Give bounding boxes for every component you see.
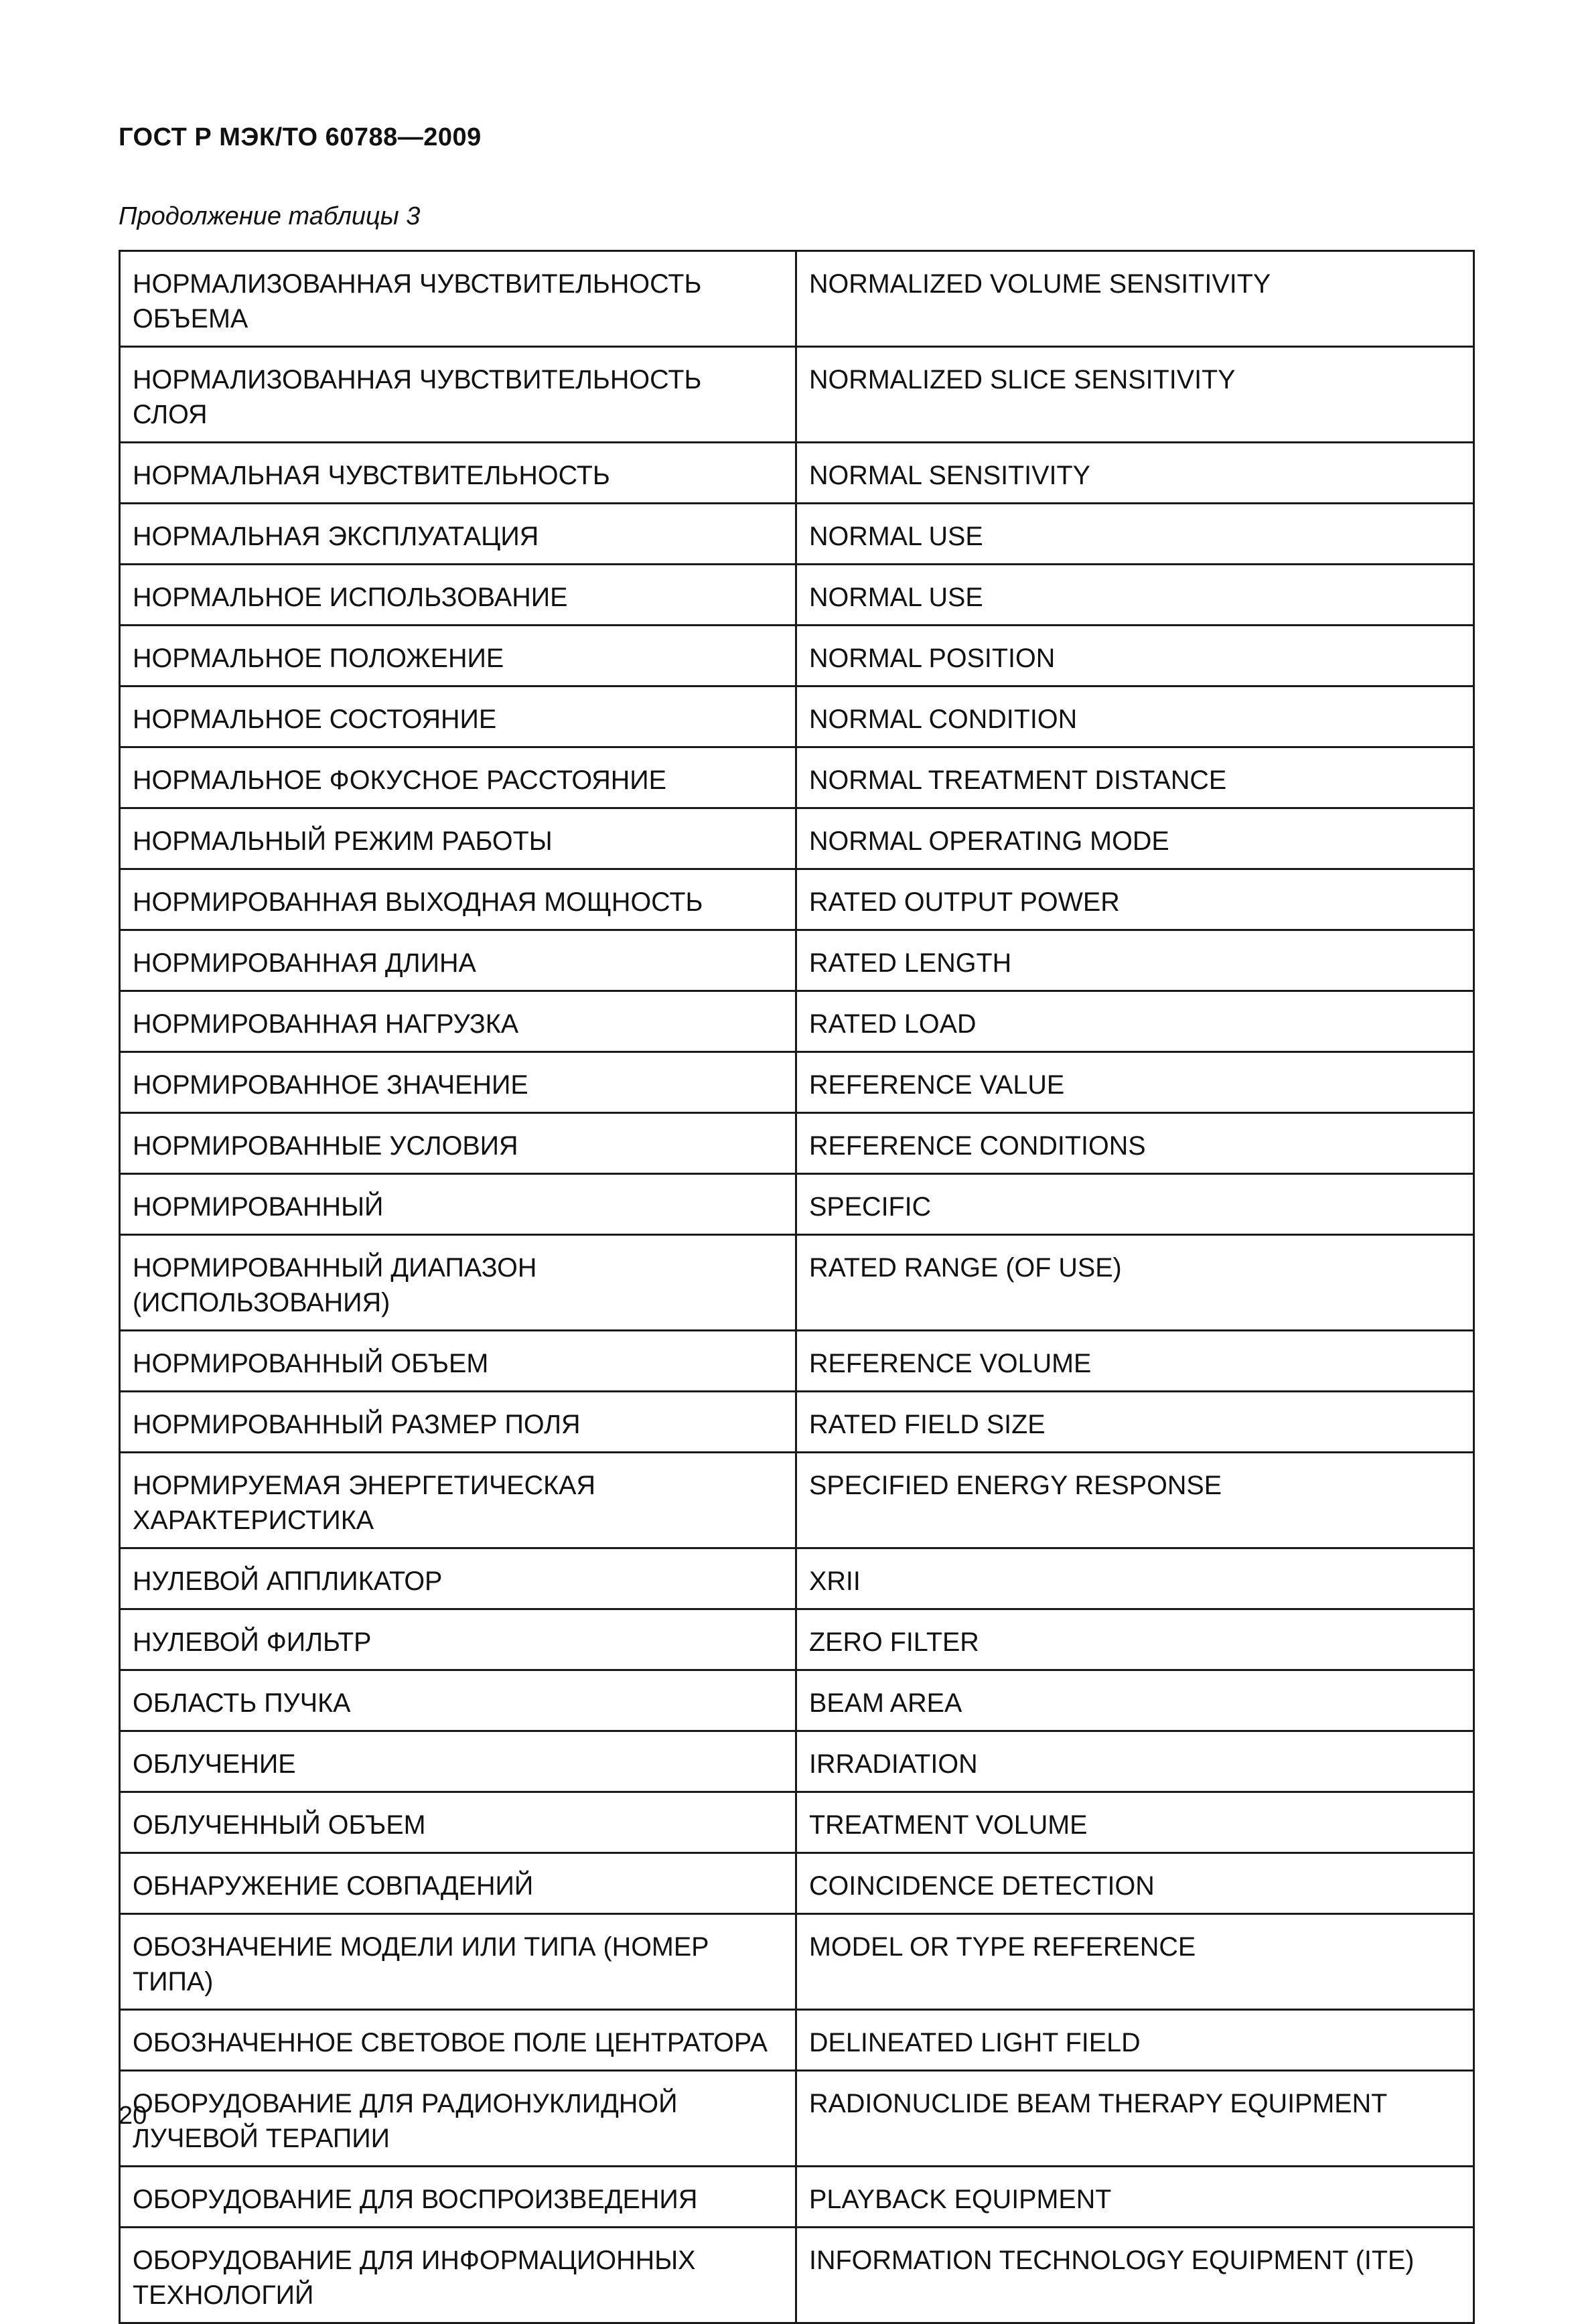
table-row — [120, 2228, 1474, 2323]
table-row — [120, 2010, 1474, 2071]
term-russian-cell: НУЛЕВОЙ АППЛИКАТОР — [120, 1548, 796, 1609]
term-russian-cell: ОБОЗНАЧЕННОЕ СВЕТОВОЕ ПОЛЕ ЦЕНТРАТОРА — [120, 2010, 796, 2071]
term-russian-cell: НОРМАЛЬНАЯ ЭКСПЛУАТАЦИЯ — [120, 504, 796, 565]
term-english-cell: DELINEATED LIGHT FIELD — [796, 2010, 1474, 2071]
term-english-cell: XRII — [796, 1548, 1474, 1609]
term-english-cell: REFERENCE CONDITIONS — [796, 1113, 1474, 1174]
term-english-cell: ZERO FILTER — [796, 1609, 1474, 1670]
table-row — [120, 251, 1474, 347]
table-row — [120, 347, 1474, 443]
term-russian-cell: НОРМАЛЬНОЕ ИСПОЛЬЗОВАНИЕ — [120, 565, 796, 626]
term-russian-cell: НОРМАЛЬНАЯ ЧУВСТВИТЕЛЬНОСТЬ — [120, 443, 796, 504]
table-row — [120, 747, 1474, 808]
term-english-cell: NORMAL USE — [796, 565, 1474, 626]
term-english-cell: RATED RANGE (OF USE) — [796, 1235, 1474, 1331]
term-russian-cell: ОБОРУДОВАНИЕ ДЛЯ РАДИОНУКЛИДНОЙ ЛУЧЕВОЙ ТЕРАПИИ — [120, 2071, 796, 2167]
term-russian-cell: НОРМИРОВАННАЯ ВЫХОДНАЯ МОЩНОСТЬ — [120, 869, 796, 930]
table-row — [120, 930, 1474, 991]
table-row — [120, 504, 1474, 565]
term-english-cell: NORMAL OPERATING MODE — [796, 808, 1474, 869]
term-russian-cell: НОРМИРОВАННАЯ НАГРУЗКА — [120, 991, 796, 1052]
term-english-cell: NORMAL CONDITION — [796, 686, 1474, 747]
term-english-cell: COINCIDENCE DETECTION — [796, 1853, 1474, 1914]
term-russian-cell: ОБНАРУЖЕНИЕ СОВПАДЕНИЙ — [120, 1853, 796, 1914]
term-russian-cell: НОРМАЛЬНОЕ ФОКУСНОЕ РАССТОЯНИЕ — [120, 747, 796, 808]
term-russian-cell: ОБОЗНАЧЕНИЕ МОДЕЛИ ИЛИ ТИПА (НОМЕР ТИПА) — [120, 1914, 796, 2010]
page-number: 20 — [119, 2102, 147, 2130]
table-row — [120, 1609, 1474, 1670]
term-english-cell: PLAYBACK EQUIPMENT — [796, 2167, 1474, 2228]
term-russian-cell: НОРМИРОВАННЫЙ ДИАПАЗОН (ИСПОЛЬЗОВАНИЯ) — [120, 1235, 796, 1331]
term-english-cell: RATED LENGTH — [796, 930, 1474, 991]
term-russian-cell: НОРМИРОВАННЫЙ — [120, 1174, 796, 1235]
table-row — [120, 2071, 1474, 2167]
table-row — [120, 1853, 1474, 1914]
table-row — [120, 1113, 1474, 1174]
term-english-cell: RATED OUTPUT POWER — [796, 869, 1474, 930]
table-row — [120, 1235, 1474, 1331]
term-russian-cell: НОРМИРУЕМАЯ ЭНЕРГЕТИЧЕСКАЯ ХАРАКТЕРИСТИКА — [120, 1453, 796, 1548]
term-english-cell: REFERENCE VALUE — [796, 1052, 1474, 1113]
term-english-cell: BEAM AREA — [796, 1670, 1474, 1731]
table-row — [120, 565, 1474, 626]
term-english-cell: SPECIFIED ENERGY RESPONSE — [796, 1453, 1474, 1548]
term-english-cell: REFERENCE VOLUME — [796, 1331, 1474, 1392]
term-russian-cell: НОРМАЛИЗОВАННАЯ ЧУВСТВИТЕЛЬНОСТЬ СЛОЯ — [120, 347, 796, 443]
term-english-cell: RADIONUCLIDE BEAM THERAPY EQUIPMENT — [796, 2071, 1474, 2167]
term-russian-cell: НОРМИРОВАННЫЙ ОБЪЕМ — [120, 1331, 796, 1392]
table-row — [120, 1914, 1474, 2010]
term-english-cell: TREATMENT VOLUME — [796, 1792, 1474, 1853]
table-row — [120, 991, 1474, 1052]
table-row — [120, 626, 1474, 686]
term-russian-cell: НОРМАЛЬНЫЙ РЕЖИМ РАБОТЫ — [120, 808, 796, 869]
terms-table — [119, 250, 1475, 2324]
table-row — [120, 443, 1474, 504]
table-row — [120, 869, 1474, 930]
term-russian-cell: НОРМАЛЬНОЕ ПОЛОЖЕНИЕ — [120, 626, 796, 686]
table-row — [120, 1331, 1474, 1392]
term-russian-cell: НОРМИРОВАННОЕ ЗНАЧЕНИЕ — [120, 1052, 796, 1113]
term-russian-cell: НОРМИРОВАННЫЕ УСЛОВИЯ — [120, 1113, 796, 1174]
term-english-cell: RATED FIELD SIZE — [796, 1392, 1474, 1453]
term-english-cell: NORMAL TREATMENT DISTANCE — [796, 747, 1474, 808]
table-row — [120, 1453, 1474, 1548]
term-russian-cell: НОРМИРОВАННАЯ ДЛИНА — [120, 930, 796, 991]
term-russian-cell: НОРМИРОВАННЫЙ РАЗМЕР ПОЛЯ — [120, 1392, 796, 1453]
table-row — [120, 1670, 1474, 1731]
term-english-cell: SPECIFIC — [796, 1174, 1474, 1235]
table-row — [120, 2167, 1474, 2228]
term-english-cell: NORMALIZED SLICE SENSITIVITY — [796, 347, 1474, 443]
term-english-cell: INFORMATION TECHNOLOGY EQUIPMENT (ITE) — [796, 2228, 1474, 2323]
term-english-cell: RATED LOAD — [796, 991, 1474, 1052]
table-row — [120, 1792, 1474, 1853]
term-english-cell: NORMAL SENSITIVITY — [796, 443, 1474, 504]
term-russian-cell: ОБОРУДОВАНИЕ ДЛЯ ИНФОРМАЦИОННЫХ ТЕХНОЛОГИЙ — [120, 2228, 796, 2323]
term-english-cell: NORMALIZED VOLUME SENSITIVITY — [796, 251, 1474, 347]
term-russian-cell: ОБЛУЧЕННЫЙ ОБЪЕМ — [120, 1792, 796, 1853]
table-row — [120, 1731, 1474, 1792]
terms-table-body — [120, 251, 1474, 2323]
term-english-cell: IRRADIATION — [796, 1731, 1474, 1792]
term-russian-cell: НУЛЕВОЙ ФИЛЬТР — [120, 1609, 796, 1670]
table-row — [120, 1052, 1474, 1113]
table-row — [120, 808, 1474, 869]
term-english-cell: NORMAL USE — [796, 504, 1474, 565]
table-row — [120, 1392, 1474, 1453]
term-russian-cell: ОБЛУЧЕНИЕ — [120, 1731, 796, 1792]
table-row — [120, 1548, 1474, 1609]
term-english-cell: NORMAL POSITION — [796, 626, 1474, 686]
table-row — [120, 1174, 1474, 1235]
table-caption: Продолжение таблицы 3 — [119, 202, 421, 230]
table-row — [120, 686, 1474, 747]
term-english-cell: MODEL OR TYPE REFERENCE — [796, 1914, 1474, 2010]
term-russian-cell: НОРМАЛЬНОЕ СОСТОЯНИЕ — [120, 686, 796, 747]
document-header: ГОСТ Р МЭК/ТО 60788—2009 — [119, 123, 482, 151]
term-russian-cell: НОРМАЛИЗОВАННАЯ ЧУВСТВИТЕЛЬНОСТЬ ОБЪЕМА — [120, 251, 796, 347]
term-russian-cell: ОБЛАСТЬ ПУЧКА — [120, 1670, 796, 1731]
term-russian-cell: ОБОРУДОВАНИЕ ДЛЯ ВОСПРОИЗВЕДЕНИЯ — [120, 2167, 796, 2228]
